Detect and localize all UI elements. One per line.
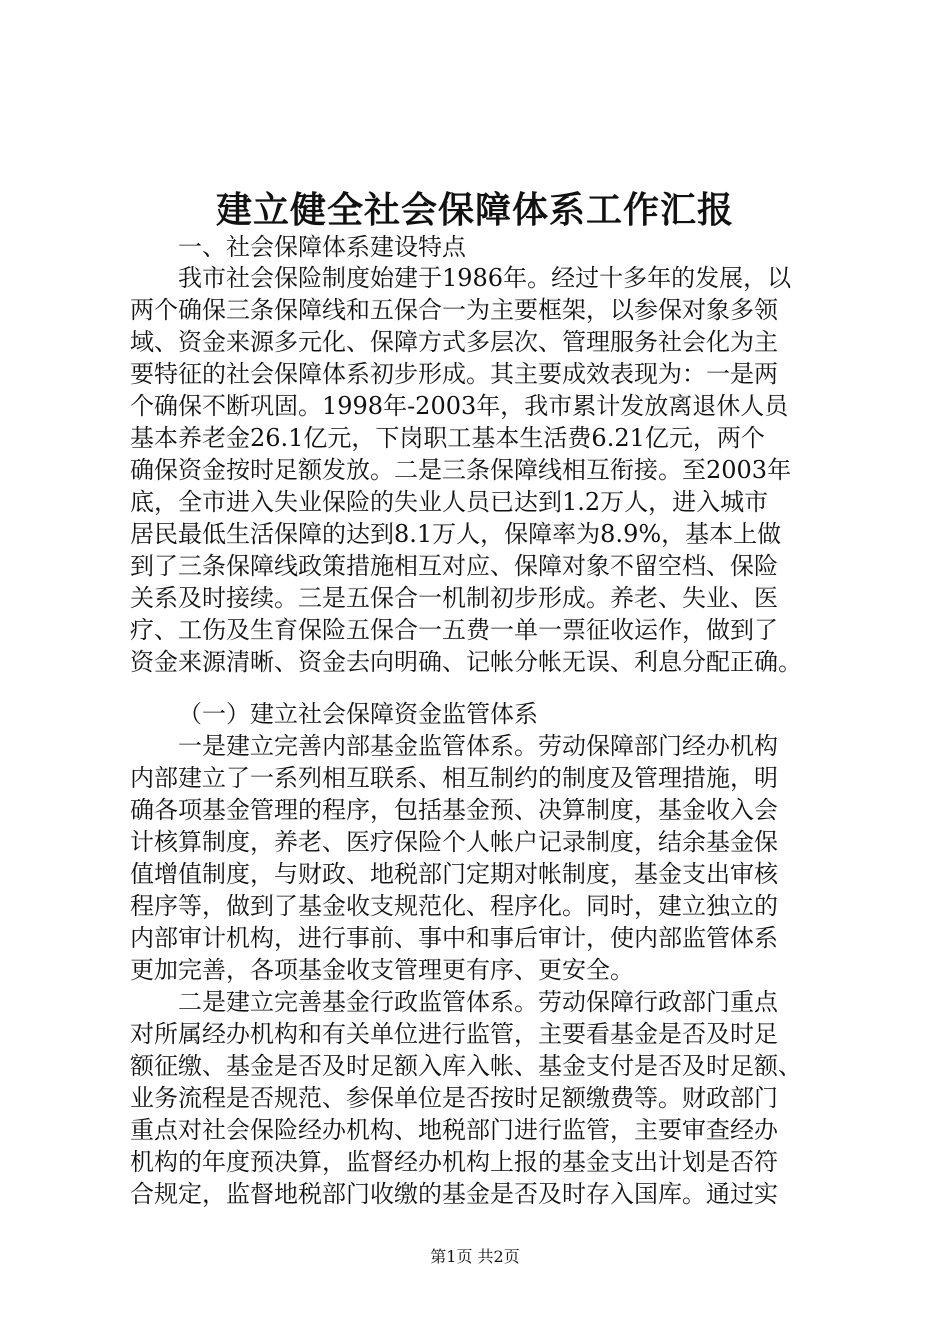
paragraph-line: 更加完善，各项基金收支管理更有序、更安全。 [130, 956, 634, 984]
paragraph-line: 要特征的社会保障体系初步形成。其主要成效表现为：一是两 [130, 360, 778, 388]
paragraph-line: 对所属经办机构和有关单位进行监管，主要看基金是否及时足 [130, 1020, 778, 1048]
paragraph-line: 重点对社会保险经办机构、地税部门进行监管，主要审查经办 [130, 1116, 778, 1144]
paragraph-line: 确各项基金管理的程序，包括基金预、决算制度，基金收入会 [130, 796, 778, 824]
paragraph-line: 确保资金按时足额发放。二是三条保障线相互衔接。至2003年 [130, 456, 792, 484]
paragraph-line: 二是建立完善基金行政监管体系。劳动保障行政部门重点 [178, 988, 778, 1016]
paragraph-line: 计核算制度，养老、医疗保险个人帐户记录制度，结余基金保 [130, 828, 778, 856]
paragraph-line: 内部建立了一系列相互联系、相互制约的制度及管理措施，明 [130, 764, 778, 792]
paragraph-line: 个确保不断巩固。1998年-2003年，我市累计发放离退休人员 [130, 392, 789, 420]
paragraph-line: 一是建立完善内部基金监管体系。劳动保障部门经办机构 [178, 732, 778, 760]
paragraph-line: 关系及时接续。三是五保合一机制初步形成。养老、失业、医 [130, 584, 778, 612]
subsection-heading: （一）建立社会保障资金监管体系 [178, 700, 538, 728]
paragraph-line: 值增值制度，与财政、地税部门定期对帐制度，基金支出审核 [130, 860, 778, 888]
paragraph-line: 资金来源清晰、资金去向明确、记帐分帐无误、利息分配正确。 [130, 648, 802, 676]
paragraph-line: 两个确保三条保障线和五保合一为主要框架，以参保对象多领 [130, 296, 778, 324]
paragraph-line: 基本养老金26.1亿元，下岗职工基本生活费6.21亿元，两个 [130, 424, 765, 452]
paragraph-line: 居民最低生活保障的达到8.1万人，保障率为8.9%，基本上做 [130, 520, 782, 548]
paragraph-line: 业务流程是否规范、参保单位是否按时足额缴费等。财政部门 [130, 1084, 778, 1112]
paragraph-line: 域、资金来源多元化、保障方式多层次、管理服务社会化为主 [130, 328, 778, 356]
paragraph-line: 我市社会保险制度始建于1986年。经过十多年的发展，以 [178, 264, 792, 292]
section-heading: 一、社会保障体系建设特点 [178, 233, 466, 261]
paragraph-line: 程序等，做到了基金收支规范化、程序化。同时，建立独立的 [130, 892, 778, 920]
paragraph-line: 额征缴、基金是否及时足额入库入帐、基金支付是否及时足额、 [130, 1052, 802, 1080]
document-title: 建立健全社会保障体系工作汇报 [215, 189, 734, 231]
paragraph-line: 底，全市进入失业保险的失业人员已达到1.2万人，进入城市 [130, 488, 769, 516]
page-footer: 第1页 共2页 [430, 1247, 520, 1266]
paragraph-line: 到了三条保障线政策措施相互对应、保障对象不留空档、保险 [130, 552, 778, 580]
paragraph-line: 机构的年度预决算，监督经办机构上报的基金支出计划是否符 [130, 1148, 778, 1176]
paragraph-line: 内部审计机构，进行事前、事中和事后审计，使内部监管体系 [130, 924, 778, 952]
paragraph-line: 合规定，监督地税部门收缴的基金是否及时存入国库。通过实 [130, 1180, 778, 1208]
paragraph-line: 疗、工伤及生育保险五保合一五费一单一票征收运作，做到了 [130, 616, 778, 644]
